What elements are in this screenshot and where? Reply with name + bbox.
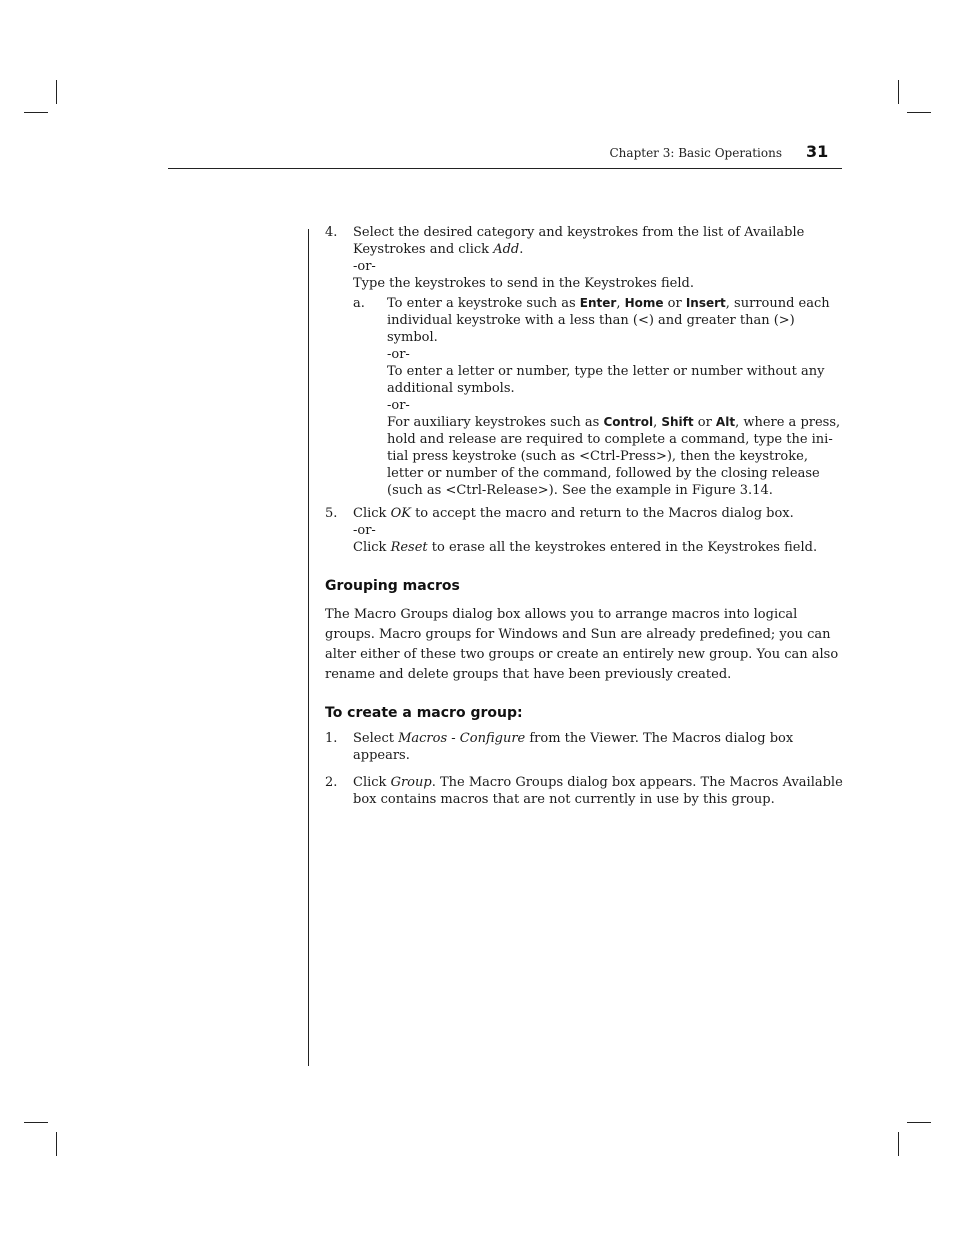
crop-mark <box>56 80 57 104</box>
procedure-heading: To create a macro group: <box>325 705 523 721</box>
header-rule <box>168 168 842 169</box>
step-number: 4. <box>325 225 338 240</box>
or-separator: -or- <box>387 398 410 413</box>
crop-mark <box>898 1132 899 1156</box>
crop-mark <box>24 112 48 113</box>
crop-mark <box>907 1122 931 1123</box>
substep-letter: a. <box>353 296 365 311</box>
step-number: 2. <box>325 775 338 790</box>
procedure-steps <box>325 730 845 808</box>
key-enter: Enter <box>579 296 617 310</box>
step-text: Select the desired category and keystrokes from the list of Available Keystrokes and click Add. <box>353 225 805 257</box>
step-text: Click Group. The Macro Groups dialog box appears. The Macros Available box contains macros that are not currently in use by this group. <box>353 775 843 807</box>
step-alt-text: Type the keystrokes to send in the Keystrokes field. <box>353 276 694 291</box>
step-5 <box>325 505 845 556</box>
key-insert: Insert <box>685 296 726 310</box>
substep-text-1: To enter a keystroke such as Enter, Home or Insert, surround each individual keystroke with a less than (<) and greater than (>) symbol. <box>387 296 830 345</box>
substep-text-3: For auxiliary keystrokes such as Control, Shift or Alt, where a press, hold and release are required to complete a command, type the ini-tial press keystroke (such as <Ctrl-Press>), then the keystroke, letter or number of the command, followed by the closing release (such as <Ctrl-Release>). See the example in Figure 3.14. <box>387 415 841 498</box>
key-alt: Alt <box>715 415 736 429</box>
procedure-step-2 <box>325 774 845 808</box>
page-content <box>325 224 845 818</box>
crop-mark <box>898 80 899 104</box>
step-text: Click OK to accept the macro and return to the Macros dialog box. <box>353 506 794 521</box>
procedure-step-1 <box>325 730 845 764</box>
section-heading: Grouping macros <box>325 578 460 594</box>
margin-rule <box>308 229 309 1066</box>
chapter-title: Chapter 3: Basic Operations <box>609 146 782 160</box>
or-separator: -or- <box>387 347 410 362</box>
or-separator: -or- <box>353 259 376 274</box>
page-number: 31 <box>806 142 829 161</box>
or-separator: -or- <box>353 523 376 538</box>
section-paragraph: The Macro Groups dialog box allows you to arrange macros into logical groups. Macro groups for Windows and Sun are already predefined; you can alter either of these two groups or create an entirely new group. You can also rename and delete groups that have been previously created. <box>325 607 839 682</box>
step-number: 1. <box>325 731 338 746</box>
key-control: Control <box>603 415 654 429</box>
step-number: 5. <box>325 506 338 521</box>
substep-a <box>353 295 845 499</box>
crop-mark <box>56 1132 57 1156</box>
step-4 <box>325 224 845 499</box>
step-alt-text: Click Reset to erase all the keystrokes entered in the Keystrokes field. <box>353 540 818 555</box>
key-home: Home <box>624 296 664 310</box>
crop-mark <box>24 1122 48 1123</box>
key-shift: Shift <box>661 415 694 429</box>
step-text: Select Macros - Configure from the Viewer. The Macros dialog box appears. <box>353 731 794 763</box>
substep-text-2: To enter a letter or number, type the letter or number without any additional symbols. <box>387 364 825 396</box>
crop-mark <box>907 112 931 113</box>
